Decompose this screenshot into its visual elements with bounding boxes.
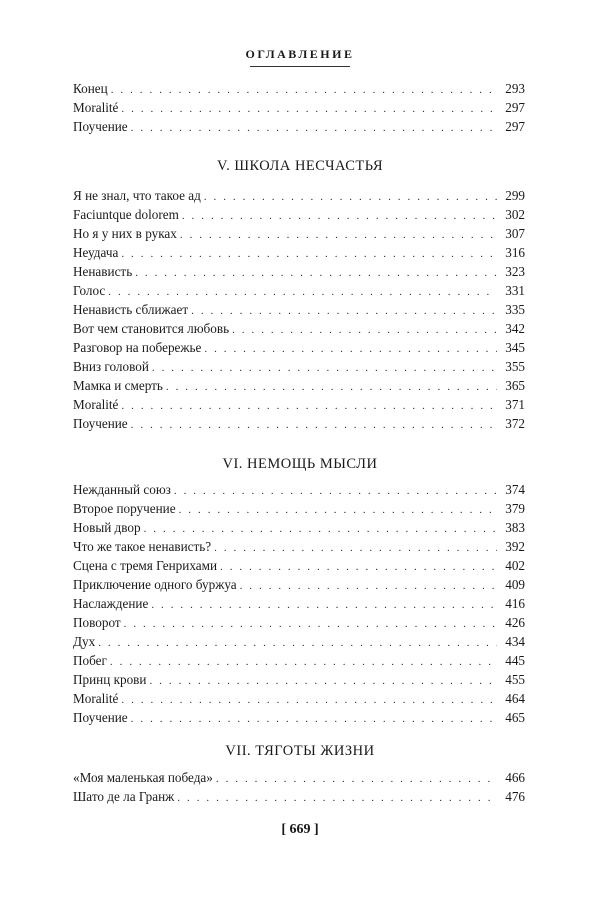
toc-entry-title: Наслаждение	[73, 596, 149, 611]
dot-leader	[131, 119, 497, 138]
toc-entry	[73, 117, 525, 136]
toc-entry-page: 409	[505, 577, 525, 592]
toc-entry-page: 416	[505, 596, 525, 611]
dot-leader	[191, 302, 497, 321]
toc-entry	[73, 708, 525, 727]
toc-entry	[73, 670, 525, 689]
toc-entry-page: 323	[505, 264, 525, 279]
toc-entry-page: 297	[505, 100, 525, 115]
running-head-rule	[250, 66, 350, 67]
toc-entry	[73, 537, 525, 556]
toc-entry	[73, 281, 525, 300]
dot-leader	[121, 100, 497, 119]
dot-leader	[216, 770, 497, 789]
toc-entry-page: 365	[505, 378, 525, 393]
toc-entry-title: Приключение одного буржуа	[73, 577, 237, 592]
dot-leader	[240, 577, 497, 596]
toc-entry-page: 402	[505, 558, 525, 573]
running-head: ОГЛАВЛЕНИЕ	[245, 47, 355, 61]
toc-entry	[73, 689, 525, 708]
toc-entry	[73, 357, 525, 376]
toc-entry	[73, 414, 525, 433]
toc-entry-title: Поучение	[73, 119, 128, 134]
toc-entry-page: 464	[505, 691, 525, 706]
dot-leader	[98, 634, 497, 653]
toc-entry-page: 316	[505, 245, 525, 260]
toc-entry	[73, 186, 525, 205]
toc-entry-title: Шато де ла Гранж	[73, 789, 175, 804]
toc-entry	[73, 262, 525, 281]
dot-leader	[152, 359, 497, 378]
toc-list-continued	[73, 79, 525, 136]
toc-entry-page: 342	[505, 321, 525, 336]
toc-entry	[73, 480, 525, 499]
toc-entry-title: Поучение	[73, 710, 128, 725]
toc-entry-title: Второе поручение	[73, 501, 176, 516]
toc-entry-page: 297	[505, 119, 525, 134]
dot-leader	[182, 207, 497, 226]
toc-entry	[73, 518, 525, 537]
toc-list-section-6	[73, 480, 525, 727]
section-heading: VII. ТЯГОТЫ ЖИЗНИ	[225, 743, 375, 759]
toc-entry-page: 392	[505, 539, 525, 554]
toc-entry-title: Неудача	[73, 245, 119, 260]
toc-entry-title: Ненависть сближает	[73, 302, 189, 317]
section-heading: V. ШКОЛА НЕСЧАСТЬЯ	[216, 158, 384, 174]
toc-entry	[73, 319, 525, 338]
toc-entry	[73, 768, 525, 787]
toc-entry-page: 355	[505, 359, 525, 374]
toc-entry-page: 307	[505, 226, 525, 241]
toc-entry-title: Moralité	[73, 100, 119, 115]
toc-entry-page: 434	[505, 634, 525, 649]
dot-leader	[121, 691, 497, 710]
dot-leader	[131, 710, 497, 729]
toc-entry-title: Вот чем становится любовь	[73, 321, 230, 336]
toc-entry-page: 335	[505, 302, 525, 317]
dot-leader	[204, 188, 497, 207]
dot-leader	[166, 378, 497, 397]
section-heading: VI. НЕМОЩЬ МЫСЛИ	[222, 456, 378, 472]
toc-entry-title: Faciuntque dolorem	[73, 207, 179, 222]
dot-leader	[177, 789, 497, 808]
dot-leader	[174, 482, 497, 501]
toc-entry-page: 293	[505, 81, 525, 96]
toc-entry	[73, 613, 525, 632]
toc-entry-page: 445	[505, 653, 525, 668]
dot-leader	[151, 596, 497, 615]
toc-entry-page: 372	[505, 416, 525, 431]
toc-entry-title: Но я у них в руках	[73, 226, 177, 241]
toc-entry-title: Moralité	[73, 397, 119, 412]
dot-leader	[111, 81, 497, 100]
dot-leader	[131, 416, 497, 435]
toc-entry	[73, 556, 525, 575]
toc-entry-page: 331	[505, 283, 525, 298]
toc-entry	[73, 395, 525, 414]
toc-entry-title: Поворот	[73, 615, 121, 630]
toc-list-section-7	[73, 768, 525, 806]
toc-entry-title: Сцена с тремя Генрихами	[73, 558, 217, 573]
toc-entry	[73, 79, 525, 98]
toc-entry-title: Что же такое ненависть?	[73, 539, 212, 554]
toc-entry-page: 371	[505, 397, 525, 412]
toc-entry-title: Я не знал, что такое ад	[73, 188, 201, 203]
toc-entry-title: Голос	[73, 283, 106, 298]
dot-leader	[180, 226, 497, 245]
dot-leader	[110, 653, 497, 672]
toc-entry	[73, 787, 525, 806]
toc-entry-title: Конец	[73, 81, 108, 96]
toc-entry-page: 379	[505, 501, 525, 516]
toc-entry-title: Принц крови	[73, 672, 147, 687]
toc-entry-page: 383	[505, 520, 525, 535]
toc-entry-title: Побег	[73, 653, 107, 668]
toc-entry-page: 455	[505, 672, 525, 687]
toc-entry-page: 426	[505, 615, 525, 630]
toc-entry-title: Разговор на побережье	[73, 340, 202, 355]
toc-entry-page: 476	[505, 789, 525, 804]
toc-list-section-5	[73, 186, 525, 433]
toc-entry	[73, 376, 525, 395]
toc-entry-title: Дух	[73, 634, 96, 649]
dot-leader	[214, 539, 497, 558]
dot-leader	[179, 501, 497, 520]
toc-entry-page: 465	[505, 710, 525, 725]
toc-entry-page: 345	[505, 340, 525, 355]
dot-leader	[124, 615, 497, 634]
toc-entry	[73, 98, 525, 117]
toc-entry-title: Ненависть	[73, 264, 133, 279]
toc-entry-title: Поучение	[73, 416, 128, 431]
toc-entry	[73, 205, 525, 224]
toc-entry-title: «Моя маленькая победа»	[73, 770, 213, 785]
toc-entry-page: 466	[505, 770, 525, 785]
toc-entry	[73, 651, 525, 670]
toc-entry	[73, 338, 525, 357]
toc-entry-title: Вниз головой	[73, 359, 149, 374]
page-number: [ 669 ]	[281, 822, 319, 837]
toc-entry	[73, 224, 525, 243]
toc-entry	[73, 575, 525, 594]
toc-entry-page: 299	[505, 188, 525, 203]
dot-leader	[232, 321, 497, 340]
dot-leader	[135, 264, 497, 283]
toc-entry	[73, 243, 525, 262]
toc-entry	[73, 499, 525, 518]
dot-leader	[204, 340, 497, 359]
toc-entry	[73, 300, 525, 319]
dot-leader	[121, 245, 497, 264]
toc-entry	[73, 594, 525, 613]
toc-entry-page: 374	[505, 482, 525, 497]
dot-leader	[121, 397, 497, 416]
dot-leader	[149, 672, 497, 691]
toc-entry-title: Moralité	[73, 691, 119, 706]
dot-leader	[220, 558, 497, 577]
toc-entry	[73, 632, 525, 651]
toc-entry-title: Нежданный союз	[73, 482, 171, 497]
toc-entry-title: Мамка и смерть	[73, 378, 163, 393]
toc-entry-title: Новый двор	[73, 520, 141, 535]
toc-entry-page: 302	[505, 207, 525, 222]
